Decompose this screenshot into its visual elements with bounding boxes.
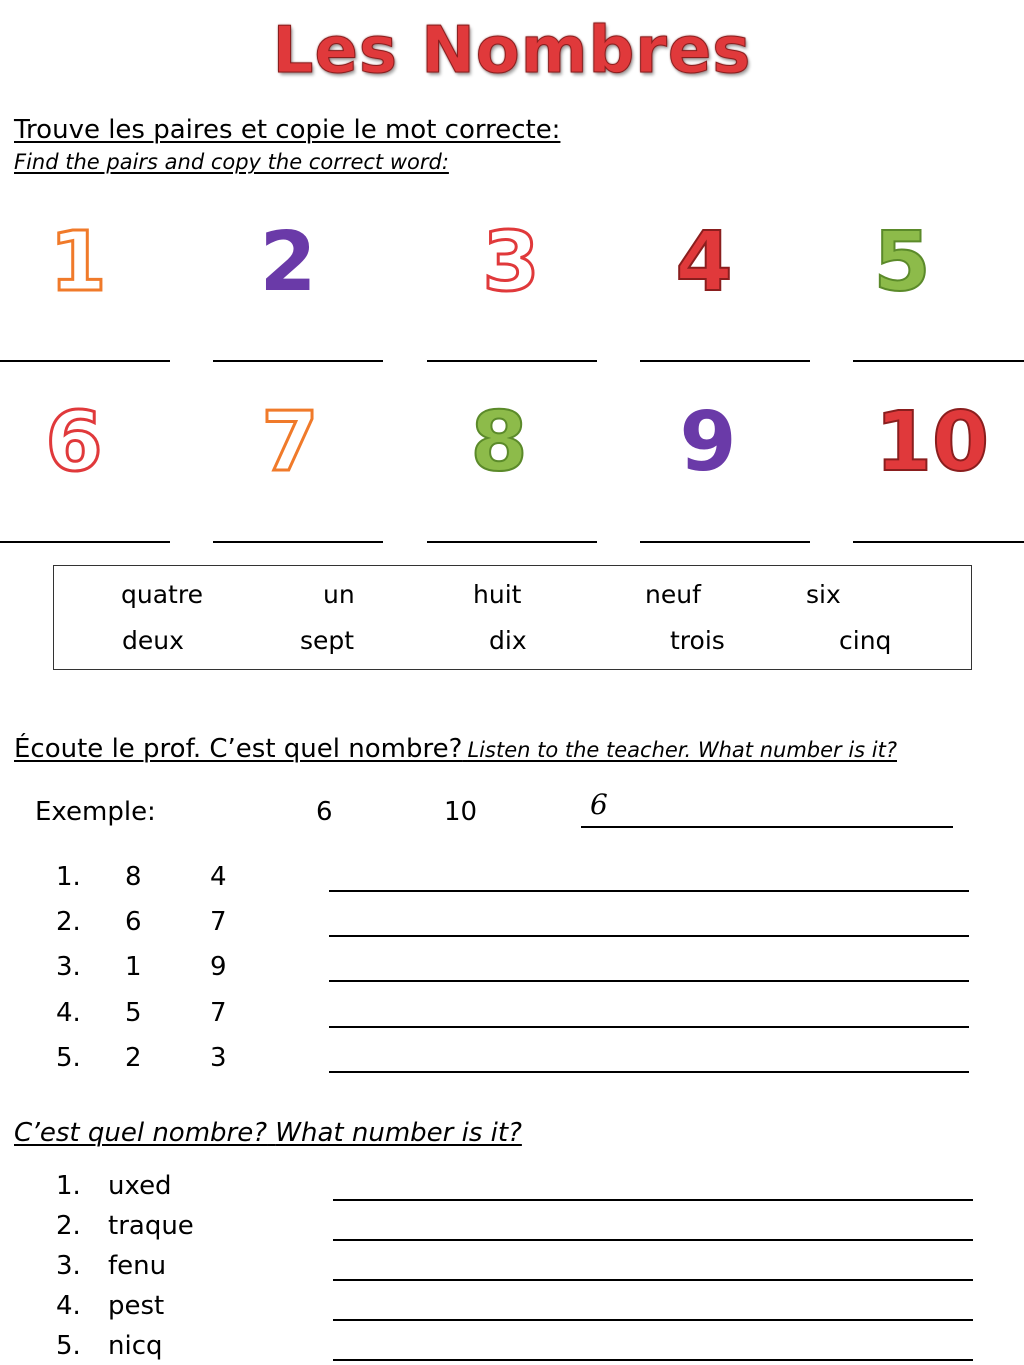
section3-heading-fr: C’est quel nombre?	[14, 1118, 268, 1148]
answer-line[interactable]	[853, 541, 1024, 543]
number-6: 6	[45, 395, 103, 490]
anagram-item-index: 5.	[56, 1331, 81, 1361]
listen-item-a: 2	[125, 1043, 142, 1073]
word-bank-item: cinq	[839, 626, 892, 655]
number-9: 9	[679, 395, 737, 490]
answer-line[interactable]	[427, 541, 597, 543]
answer-line[interactable]	[213, 360, 383, 362]
anagram-word: uxed	[108, 1171, 172, 1201]
word-bank-item: six	[806, 580, 841, 609]
word-bank-item: dix	[489, 626, 527, 655]
listen-item-a: 6	[125, 907, 142, 937]
word-bank-item: deux	[122, 626, 184, 655]
number-8: 8	[470, 395, 528, 490]
answer-line[interactable]	[853, 360, 1024, 362]
instruction-english: Find the pairs and copy the correct word:	[14, 150, 449, 174]
listen-answer-line[interactable]	[329, 890, 969, 892]
page-title: Les Nombres	[272, 14, 752, 88]
anagram-answer-line[interactable]	[333, 1359, 973, 1361]
number-7: 7	[261, 395, 319, 490]
listen-item-a: 1	[125, 952, 142, 982]
answer-line[interactable]	[640, 541, 810, 543]
listen-item-b: 7	[210, 998, 227, 1028]
anagram-word: traque	[108, 1211, 194, 1241]
anagram-word: nicq	[108, 1331, 163, 1361]
anagram-word: pest	[108, 1291, 165, 1321]
anagram-item-index: 2.	[56, 1211, 81, 1241]
listen-item-index: 1.	[56, 862, 81, 892]
listen-item-index: 3.	[56, 952, 81, 982]
instruction-french: Trouve les paires et copie le mot correcte:	[14, 115, 561, 145]
listen-item-index: 2.	[56, 907, 81, 937]
number-10: 10	[874, 395, 990, 490]
section2-heading	[14, 734, 897, 764]
answer-line[interactable]	[0, 360, 170, 362]
answer-line[interactable]	[640, 360, 810, 362]
word-bank-item: sept	[300, 626, 355, 655]
listen-item-b: 3	[210, 1043, 227, 1073]
listen-answer-line[interactable]	[329, 1071, 969, 1073]
word-bank-item: quatre	[121, 580, 203, 609]
anagram-item-index: 4.	[56, 1291, 81, 1321]
anagram-word: fenu	[108, 1251, 167, 1281]
listen-answer-line[interactable]	[329, 935, 969, 937]
listen-item-b: 9	[210, 952, 227, 982]
word-bank-item: un	[323, 580, 355, 609]
section2-heading-en: Listen to the teacher. What number is it?	[467, 738, 897, 762]
word-bank-item: neuf	[645, 580, 701, 609]
listen-item-index: 4.	[56, 998, 81, 1028]
word-bank-item: trois	[670, 626, 725, 655]
listen-answer-line[interactable]	[329, 1026, 969, 1028]
anagram-answer-line[interactable]	[333, 1239, 973, 1241]
section3-heading-en: What number is it?	[275, 1118, 522, 1148]
example-label: Exemple:	[35, 797, 156, 827]
listen-item-a: 8	[125, 862, 142, 892]
section2-heading-fr: Écoute le prof. C’est quel nombre?	[14, 734, 463, 764]
example-answer-line[interactable]	[581, 826, 953, 828]
number-3: 3	[482, 215, 540, 310]
anagram-item-index: 1.	[56, 1171, 81, 1201]
listen-item-a: 5	[125, 998, 142, 1028]
section3-heading	[14, 1118, 522, 1148]
example-answer-handwritten: 6	[590, 788, 608, 821]
answer-line[interactable]	[0, 541, 170, 543]
answer-line[interactable]	[213, 541, 383, 543]
listen-answer-line[interactable]	[329, 980, 969, 982]
number-2: 2	[259, 215, 317, 310]
number-5: 5	[873, 215, 931, 310]
anagram-answer-line[interactable]	[333, 1279, 973, 1281]
listen-item-index: 5.	[56, 1043, 81, 1073]
example-number-a: 6	[316, 797, 333, 827]
number-1: 1	[49, 215, 107, 310]
anagram-item-index: 3.	[56, 1251, 81, 1281]
anagram-answer-line[interactable]	[333, 1319, 973, 1321]
number-4: 4	[675, 215, 733, 310]
word-bank-item: huit	[473, 580, 522, 609]
listen-item-b: 7	[210, 907, 227, 937]
answer-line[interactable]	[427, 360, 597, 362]
anagram-answer-line[interactable]	[333, 1199, 973, 1201]
listen-item-b: 4	[210, 862, 227, 892]
example-number-b: 10	[444, 797, 478, 827]
